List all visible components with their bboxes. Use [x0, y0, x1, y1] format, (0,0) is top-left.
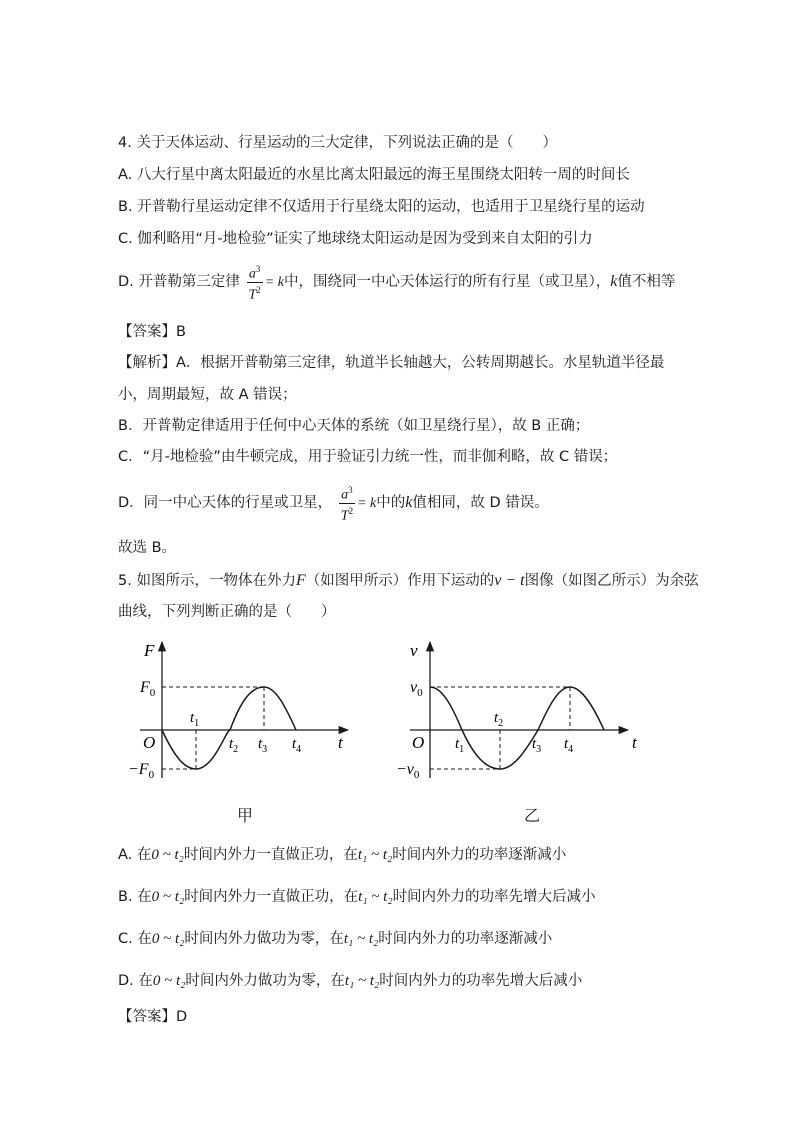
q4-analysis-4: C．“月-地检验”由牛顿完成，用于验证引力统一性，而非伽利略，故 C 错误；: [118, 449, 618, 465]
q4-stem: 4. 关于天体运动、行星运动的三大定律，下列说法正确的是（ ）: [118, 135, 557, 151]
q5-option-c: C. 在0 ~ t₂时间内外力做功为零，在t₁ ~ t₂时间内外力的功率逐渐减小: [118, 931, 553, 947]
q4-option-d-end: 值不相等: [617, 274, 676, 291]
kepler-formula-rhs: = k: [264, 275, 284, 291]
q4-analysis-5: D．同一中心天体的行星或卫星， $\frac{a^3}{T^2}$ = k中的k值相同，故 D 错误。: [118, 485, 549, 524]
q4-option-b: B. 开普勒行星运动定律不仅适用于行星绕太阳的运动，也适用于卫星绕行星的运动: [118, 199, 645, 215]
q4-analysis-2: 小，周期最短，故 A 错误；: [118, 387, 297, 403]
q4-answer: [118, 322, 186, 342]
figure-left-t4-label: $t_4$: [292, 736, 302, 755]
q4-answer-value: B: [176, 324, 186, 340]
figure-right-curve: [430, 687, 604, 769]
q4-analysis-1: 【解析】A．根据开普勒第三定律，轨道半长轴越大，公转周期越长。水星轨道半径最: [118, 355, 665, 371]
figure-right-bottom-label: $-v_0$: [396, 761, 420, 781]
kepler-formula: $\frac{a^3}{T^2}$: [248, 264, 261, 303]
figure-right-top-label: $v_0$: [410, 679, 423, 699]
q4-analysis-3: B．开普勒定律适用于任何中心天体的系统（如卫星绕行星），故 B 正确；: [118, 418, 590, 434]
q4-option-c: C. 伽利略用“月-地检验”证实了地球绕太阳运动是因为受到来自太阳的引力: [118, 231, 593, 247]
figure-left-graph: [130, 638, 390, 788]
figure-right-x-label: t: [632, 733, 637, 752]
figure-right-y-label: v: [410, 641, 418, 660]
q5-answer-value: D: [176, 1009, 188, 1025]
q5-option-b: B. 在0 ~ t₂时间内外力一直做正功，在t₁ ~ t₂时间内外力的功率先增大后减小: [118, 889, 596, 905]
figure-right-origin: O: [412, 733, 425, 752]
figure-right-t4-label: $t_4$: [564, 736, 574, 755]
q4-option-d-k: k: [610, 273, 618, 291]
figure-left-t3-label: $t_3$: [258, 736, 268, 755]
kepler-formula-2: $\frac{a^3}{T^2}$: [340, 485, 354, 524]
q5-option-d: D. 在0 ~ t₂时间内外力做功为零，在t₁ ~ t₂时间内外力的功率先增大后减小: [118, 973, 583, 989]
figure-right-graph: [396, 638, 660, 788]
figure-right-t2-label: $t_2$: [494, 710, 504, 729]
figure-right-caption: 乙: [524, 806, 541, 825]
figure-left-top-label: $F_0$: [140, 679, 156, 699]
q5-answer-label: 【答案】: [118, 1009, 176, 1025]
q5-stem-1: 5. 如图所示，一物体在外力F（如图甲所示）作用下运动的v − t图像（如图乙所示）为余弦: [118, 572, 699, 589]
figure-right-t1-label: $t_1$: [455, 736, 465, 755]
figure-left-t1-label: $t_1$: [190, 710, 200, 729]
figure-left-bottom-label: $-F_0$: [128, 761, 155, 781]
q5-option-a: A. 在0 ~ t₂时间内外力一直做正功，在t₁ ~ t₂时间内外力的功率逐渐减小: [118, 847, 567, 863]
figure-right-t3-label: $t_3$: [532, 736, 542, 755]
q4-analysis-label: 【解析】: [118, 355, 176, 371]
figure-left-t2-label: $t_2$: [229, 736, 239, 755]
q4-answer-label: 【答案】: [118, 324, 176, 340]
figure-left-x-label: t: [338, 733, 343, 752]
figure-left-curve: [162, 687, 296, 769]
figure-left-y-label: F: [144, 641, 155, 660]
q4-option-a: A. 八大行星中离太阳最近的水星比离太阳最远的海王星围绕太阳转一周的时间长: [118, 167, 630, 183]
figure-left-origin: O: [143, 733, 156, 752]
q5-stem-2: 曲线，下列判断正确的是（ ）: [118, 604, 336, 620]
q5-answer: [118, 1007, 187, 1027]
q4-option-d-prefix: D. 开普勒第三定律: [118, 274, 240, 291]
q4-conclusion: 故选 B。: [118, 540, 177, 556]
q4-option-d: [118, 262, 675, 302]
q4-option-d-suffix: 中，围绕同一中心天体运行的所有行星（或卫星），: [283, 274, 611, 291]
figure-left-caption: 甲: [237, 806, 254, 825]
